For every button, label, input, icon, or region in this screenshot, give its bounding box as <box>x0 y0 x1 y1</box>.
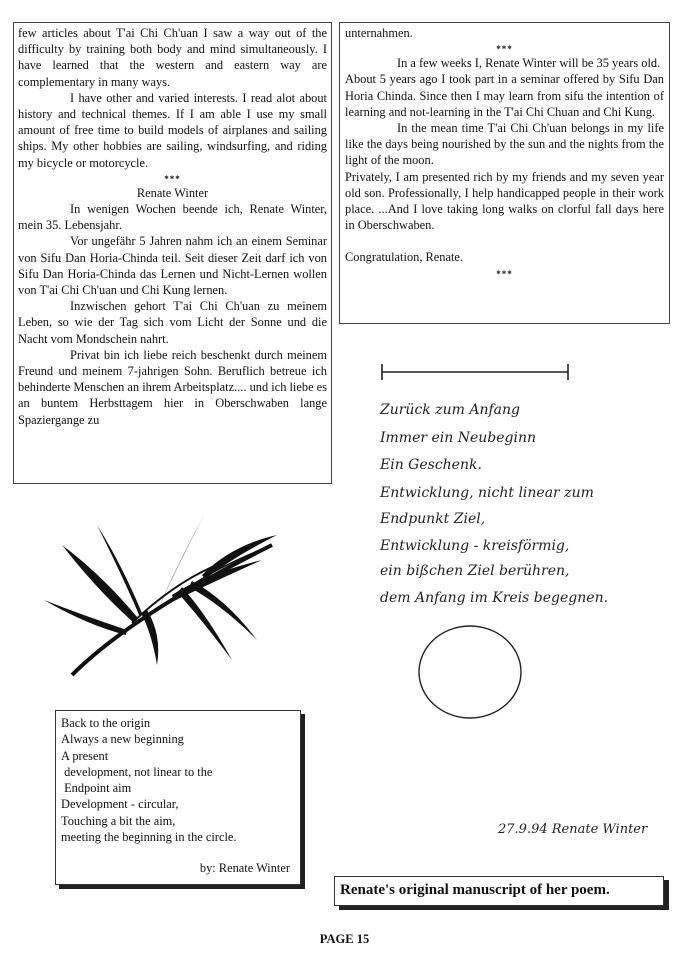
poem-line: Always a new beginning <box>61 732 184 747</box>
manuscript-line: Entwicklung, nicht linear zum <box>380 485 594 501</box>
manuscript-date-signature: 27.9.94 Renate Winter <box>498 822 648 837</box>
poem-line: development, not linear to the <box>61 764 213 779</box>
poem-line: meeting the beginning in the circle. <box>61 830 237 845</box>
paragraph: unternahmen. <box>345 26 413 40</box>
manuscript-line: Ein Geschenk. <box>380 457 482 473</box>
right-column-box <box>339 22 670 324</box>
manuscript-circle <box>414 622 526 722</box>
bamboo-illustration <box>42 505 282 685</box>
poem-line: Endpoint aim <box>61 781 132 796</box>
caption-box <box>334 876 664 906</box>
manuscript-line: Entwicklung - kreisförmig, <box>380 538 570 554</box>
caption-text: Renate's original manuscript of her poem. <box>340 882 610 898</box>
paragraph: Privat bin ich liebe reich beschenkt durch meinem Freund und meinem 7-jahrigen Sohn. Beruflich betreue ich behinderte Menschen an ihrem Arbeitsplatz.... und ich liebe es an buntem Herbsttagem hier in Oberschwaben lange Spaziergange zu <box>18 347 327 427</box>
paragraph: In wenigen Wochen beende ich, Renate Winter, mein 35. Lebensjahr. <box>18 202 327 233</box>
paragraph: About 5 years ago I took part in a seminar offered by Sifu Dan Horia Chinda. Since then I may learn from sifu the intention of learning and not-learning in the T'ai Chi Chuan and Chi Kung. <box>345 72 664 119</box>
paragraph: In a few weeks I, Renate Winter will be 35 years old. <box>397 56 661 71</box>
manuscript-line: Zurück zum Anfang <box>380 402 520 418</box>
section-heading: Renate Winter <box>136 185 209 200</box>
manuscript-line: Endpunkt Ziel, <box>380 511 486 527</box>
section-separator: *** <box>164 173 181 184</box>
paragraph: Privately, I am presented rich by my friends and my seven year old son. Professionally, I help handicapped people in their work place. ...And I love taking long walks on clorful fall days here in Oberschwaben. <box>345 169 664 233</box>
poem-byline: by: Renate Winter <box>199 861 290 875</box>
manuscript-line: dem Anfang im Kreis begegnen. <box>380 590 609 606</box>
paragraph: In the mean time T'ai Chi Ch'uan belongs in my life like the days being nourished by the sun and the nights from the light of the moon. <box>345 121 664 168</box>
left-column-box <box>13 22 332 484</box>
left-column-text <box>18 25 327 428</box>
section-separator: *** <box>496 44 513 55</box>
poem-line: Development - circular, <box>61 797 179 812</box>
poem-line: Back to the origin <box>61 716 151 730</box>
manuscript-timeline-line <box>378 362 572 382</box>
paragraph: I have other and varied interests. I read alot about history and technical themes. If I am able I use my small amount of free time to build models of airplanes and sailing ships. My other hobbies are sailing, windsurfing, and riding my bicycle or motorcycle. <box>18 90 327 170</box>
paragraph: Vor ungefähr 5 Jahren nahm ich an einem Seminar von Sifu Dan Horia-Chinda teil. Seit dieser Zeit darf ich von Sifu Dan Horia-Chinda das Lernen und Nicht-Lernen wollen von T'ai Chi Ch'uan und Chi Kung lernen. <box>18 234 327 298</box>
manuscript-line: Immer ein Neubeginn <box>380 430 537 446</box>
poem-box <box>55 710 301 885</box>
paragraph: few articles about T'ai Chi Ch'uan I saw a way out of the difficulty by training both body and mind simultaneously. I have learned that the western and eastern way are complementary in many ways. <box>18 26 327 89</box>
paragraph: Congratulation, Renate. <box>345 250 464 265</box>
paragraph: Inzwischen gehort T'ai Chi Ch'uan zu meinem Leben, so wie der Tag sich vom Licht der Sonne und die Nacht vom Mondschein nahrt. <box>18 299 327 346</box>
section-separator: *** <box>496 268 513 279</box>
manuscript-line: ein bißchen Ziel berühren, <box>380 563 570 579</box>
poem-line: Touching a bit the aim, <box>61 813 176 828</box>
page-number: PAGE 15 <box>319 932 370 946</box>
poem-lines <box>61 715 295 845</box>
right-column-text <box>345 25 664 280</box>
poem-line: A present <box>61 748 109 763</box>
